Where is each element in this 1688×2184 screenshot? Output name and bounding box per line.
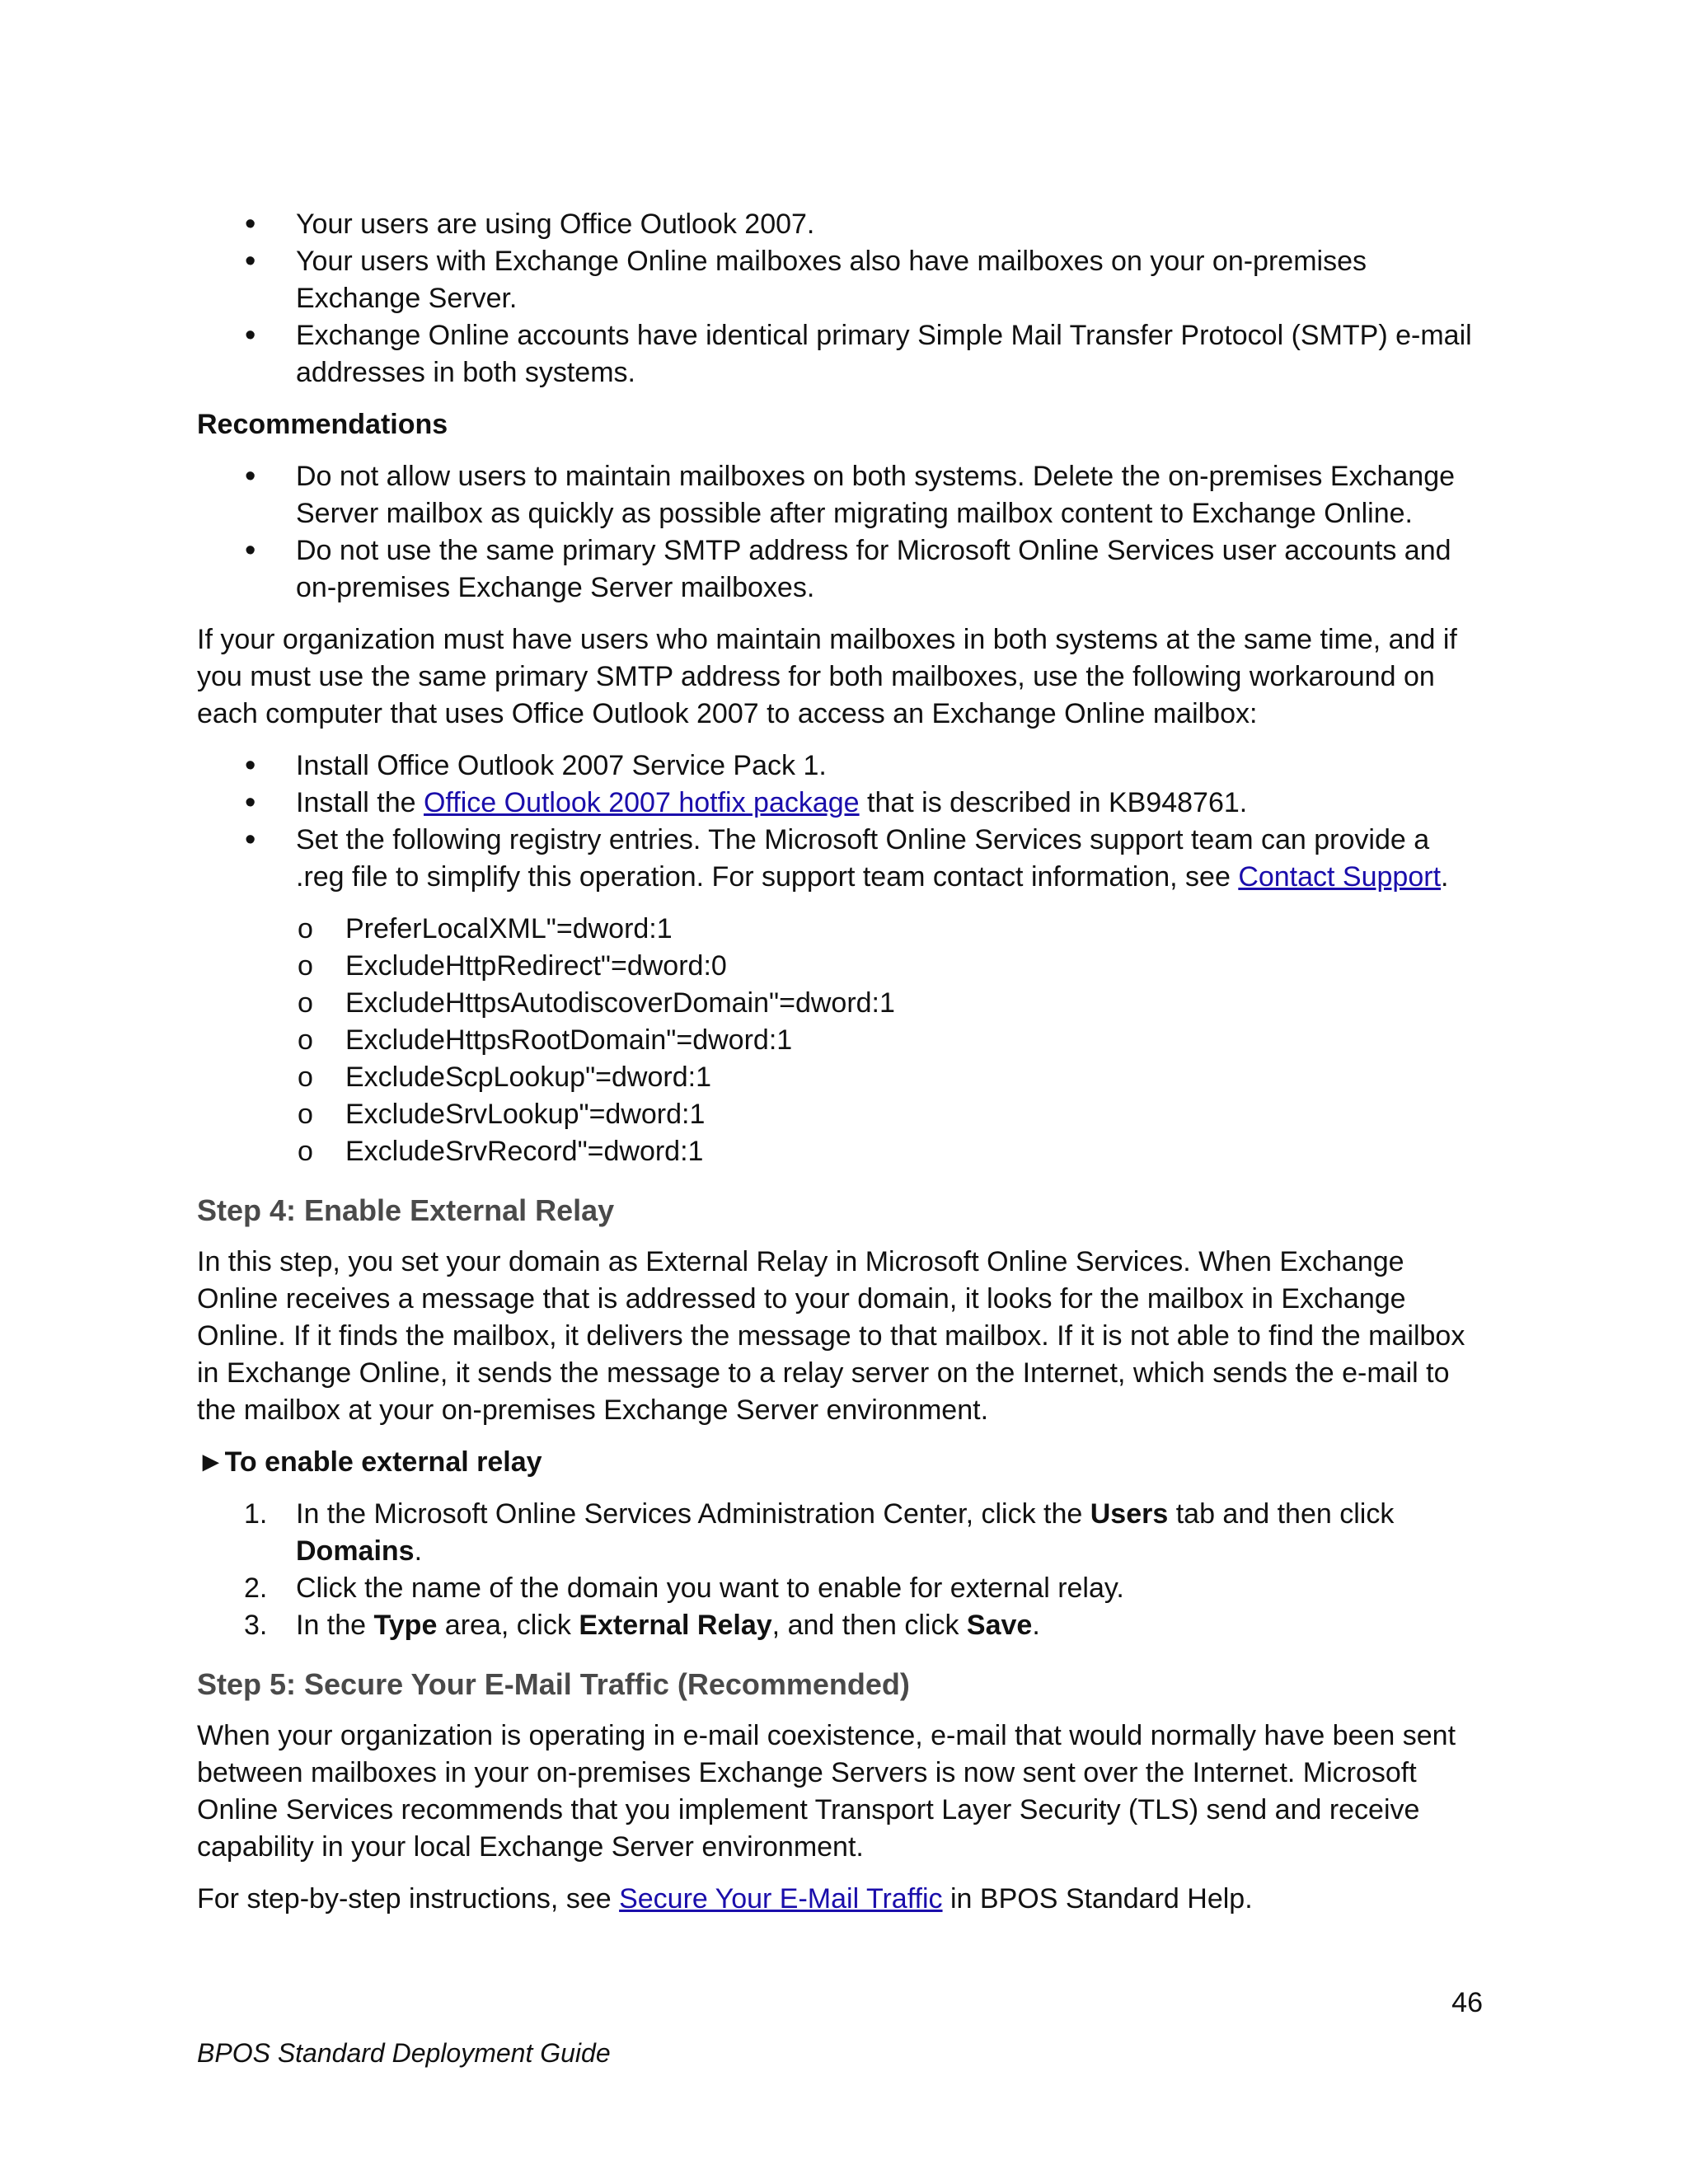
bold-external-relay: External Relay: [579, 1610, 772, 1641]
registry-entry: o PreferLocalXML"=dword:1: [197, 911, 1483, 948]
list-item: [197, 1570, 1483, 1607]
step5-instructions: [197, 1881, 1483, 1918]
step-text: Install the: [296, 787, 424, 818]
step-text: , and then click: [771, 1610, 967, 1641]
step-text: tab and then click: [1168, 1498, 1395, 1530]
registry-entry: o ExcludeSrvLookup"=dword:1: [197, 1096, 1483, 1133]
step-number: 3.: [244, 1610, 268, 1641]
step5-paragraph: When your organization is operating in e-mail coexistence, e-mail that would normally have been sent between mailboxes in your on-premises Exchange Servers is now sent over the Internet. Microsoft Online Services recommends that you implement Transport Layer Security (TLS) send and receive capability in your local Exchange Server environment.: [197, 1720, 1456, 1863]
list-item: • Do not allow users to maintain mailboxes on both systems. Delete the on-premises Exchange Server mailbox as quickly as possible after migrating mailbox content to Exchange Online.: [197, 458, 1483, 532]
page-number: 46: [1451, 1987, 1483, 2018]
procedure-title: ►To enable external relay: [197, 1446, 542, 1478]
registry-entry: o ExcludeSrvRecord"=dword:1: [197, 1133, 1483, 1170]
registry-entry: o ExcludeScpLookup"=dword:1: [197, 1059, 1483, 1096]
intro-bullet-list: [197, 206, 1483, 391]
recommendations-heading: Recommendations: [197, 409, 448, 440]
list-item: • Install Office Outlook 2007 Service Pack 1.: [197, 748, 1483, 785]
list-item: [197, 1607, 1483, 1644]
bold-users: Users: [1090, 1498, 1169, 1530]
workaround-paragraph: If your organization must have users who maintain mailboxes in both systems at the same time, and if you must use the same primary SMTP address for both mailboxes, use the following workaround on each computer that uses Office Outlook 2007 to access an Exchange Online mailbox:: [197, 624, 1457, 729]
step-text: area, click: [437, 1610, 579, 1641]
step-number: 1.: [244, 1498, 268, 1530]
registry-entry: o ExcludeHttpsRootDomain"=dword:1: [197, 1022, 1483, 1059]
list-item: • Your users with Exchange Online mailboxes also have mailboxes on your on-premises Exchange Server.: [197, 243, 1483, 317]
list-item: [197, 785, 1483, 822]
workaround-steps-list: [197, 748, 1483, 896]
external-relay-steps: [197, 1496, 1483, 1644]
step-text: .: [1441, 861, 1449, 893]
instructions-text: in BPOS Standard Help.: [942, 1883, 1253, 1915]
instructions-text: For step-by-step instructions, see: [197, 1883, 620, 1915]
secure-email-traffic-link[interactable]: Secure Your E-Mail Traffic: [619, 1883, 943, 1915]
document-body: [197, 206, 1483, 1933]
step-text: In the Microsoft Online Services Administration Center, click the: [296, 1498, 1090, 1530]
bold-domains: Domains: [296, 1535, 415, 1567]
bold-save: Save: [966, 1610, 1033, 1641]
list-item: • Do not use the same primary SMTP address for Microsoft Online Services user accounts and on-premises Exchange Server mailboxes.: [197, 532, 1483, 607]
step-text: Set the following registry entries. The Microsoft Online Services support team can provide a .reg file to simplify this operation. For support team contact information, see: [296, 824, 1430, 893]
step-text: that is described in KB948761.: [859, 787, 1248, 818]
list-item: • Exchange Online accounts have identical primary Simple Mail Transfer Protocol (SMTP) e-mail addresses in both systems.: [197, 317, 1483, 391]
step-text: In the: [296, 1610, 374, 1641]
step-number: 2.: [244, 1572, 268, 1604]
contact-support-link[interactable]: Contact Support: [1238, 861, 1442, 893]
step-text: .: [414, 1535, 423, 1567]
registry-entries-list: [197, 911, 1483, 1170]
list-item: [197, 1496, 1483, 1570]
step5-heading: Step 5: Secure Your E-Mail Traffic (Recommended): [197, 1667, 910, 1701]
step4-heading: Step 4: Enable External Relay: [197, 1193, 615, 1227]
list-item: [197, 822, 1483, 896]
registry-entry: o ExcludeHttpsAutodiscoverDomain"=dword:1: [197, 985, 1483, 1022]
step4-paragraph: In this step, you set your domain as External Relay in Microsoft Online Services. When Exchange Online receives a message that is addressed to your domain, it looks for the mailbox in Exchange Online. If it finds the mailbox, it delivers the message to that mailbox. If it is not able to find the mailbox in Exchange Online, it sends the message to a relay server on the Internet, which sends the e-mail to the mailbox at your on-premises Exchange Server environment.: [197, 1246, 1465, 1426]
footer-title: BPOS Standard Deployment Guide: [197, 2038, 611, 2068]
document-page: [197, 0, 1483, 2184]
list-item: • Your users are using Office Outlook 2007.: [197, 206, 1483, 243]
step-text: Click the name of the domain you want to enable for external relay.: [296, 1572, 1124, 1604]
recommendations-list: [197, 458, 1483, 607]
step-text: .: [1032, 1610, 1040, 1641]
registry-entry: o ExcludeHttpRedirect"=dword:0: [197, 948, 1483, 985]
bold-type: Type: [373, 1610, 438, 1641]
hotfix-package-link[interactable]: Office Outlook 2007 hotfix package: [423, 787, 860, 818]
